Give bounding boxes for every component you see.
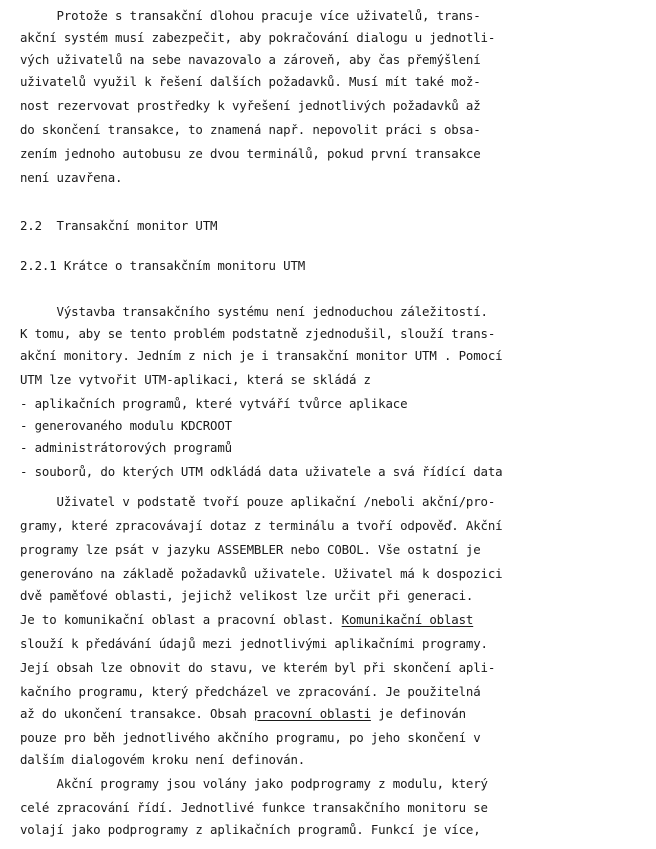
- paragraph-1-line: vých uživatelů na sebe navazovalo a zároveň, aby čas přemýšlení: [20, 52, 481, 67]
- term-pracovni-oblasti: pracovní oblasti: [253, 706, 371, 721]
- paragraph-1-line: do skončení transakce, to znamená např. nepovolit práci s obsa-: [20, 122, 481, 137]
- paragraph-3-line: dalším dialogovém kroku není definován.: [20, 752, 306, 767]
- list-item: - generovaného modulu KDCROOT: [20, 418, 232, 433]
- paragraph-2-line: UTM lze vytvořit UTM-aplikaci, která se skládá z: [20, 372, 371, 387]
- paragraph-3-line: programy lze psát v jazyku ASSEMBLER nebo COBOL. Vše ostatní je: [20, 542, 481, 557]
- paragraph-3-text: je definován: [370, 706, 466, 721]
- paragraph-3-line: kačního programu, který předcházel ve zpracování. Je použitelná: [20, 684, 481, 699]
- paragraph-3-line: [20, 612, 644, 628]
- paragraph-1-line: akční systém musí zabezpečit, aby pokračování dialogu u jednotli-: [20, 30, 496, 45]
- paragraph-3-line: Její obsah lze obnovit do stavu, ve kterém byl při skončení apli-: [20, 660, 496, 675]
- paragraph-4-line: Akční programy jsou volány jako podprogramy z modulu, který: [20, 776, 488, 791]
- list-item: - administrátorových programů: [20, 440, 232, 455]
- list-item: - aplikačních programů, které vytváří tvůrce aplikace: [20, 396, 408, 411]
- paragraph-4-line: celé zpracování řídí. Jednotlivé funkce transakčního monitoru se: [20, 800, 488, 815]
- paragraph-1-line: Protože s transakční dlohou pracuje více uživatelů, trans-: [20, 8, 481, 23]
- paragraph-3-text: Je to komunikační oblast a pracovní oblast.: [20, 612, 342, 627]
- paragraph-3-line: slouží k předávání údajů mezi jednotlivými aplikačními programy.: [20, 636, 488, 651]
- paragraph-3-line: pouze pro běh jednotlivého akčního programu, po jeho skončení v: [20, 730, 481, 745]
- section-heading-2-2-1: 2.2.1 Krátce o transakčním monitoru UTM: [20, 258, 306, 273]
- paragraph-3-line: generováno na základě požadavků uživatele. Uživatel má k dospozici: [20, 566, 503, 581]
- term-komunikacni-oblast: Komunikační oblast: [341, 612, 474, 627]
- list-item: - souborů, do kterých UTM odkládá data uživatele a svá řídící data: [20, 464, 503, 479]
- paragraph-4-line: volají jako podprogramy z aplikačních programů. Funkcí je více,: [20, 822, 481, 837]
- paragraph-1-line: nost rezervovat prostředky k vyřešení jednotlivých požadavků až: [20, 98, 481, 113]
- paragraph-2-line: akční monitory. Jedním z nich je i transakční monitor UTM . Pomocí: [20, 348, 503, 363]
- paragraph-2-line: K tomu, aby se tento problém podstatně zjednodušil, slouží trans-: [20, 326, 496, 341]
- paragraph-3-text: až do ukončení transakce. Obsah: [20, 706, 254, 721]
- paragraph-3-line: Uživatel v podstatě tvoří pouze aplikační /neboli akční/pro-: [20, 494, 496, 509]
- paragraph-1-line: není uzavřena.: [20, 170, 123, 185]
- paragraph-1-line: zením jednoho autobusu ze dvou terminálů, pokud první transakce: [20, 146, 481, 161]
- paragraph-1-line: uživatelů využil k řešení dalších požadavků. Musí mít také mož-: [20, 74, 481, 89]
- paragraph-3-line: [20, 706, 644, 722]
- section-heading-2-2: 2.2 Transakční monitor UTM: [20, 218, 218, 233]
- paragraph-3-line: dvě paměťové oblasti, jejichž velikost lze určit při generaci.: [20, 588, 474, 603]
- paragraph-3-line: gramy, které zpracovávají dotaz z terminálu a tvoří odpověď. Akční: [20, 518, 503, 533]
- paragraph-2-line: Výstavba transakčního systému není jednoduchou záležitostí.: [20, 304, 488, 319]
